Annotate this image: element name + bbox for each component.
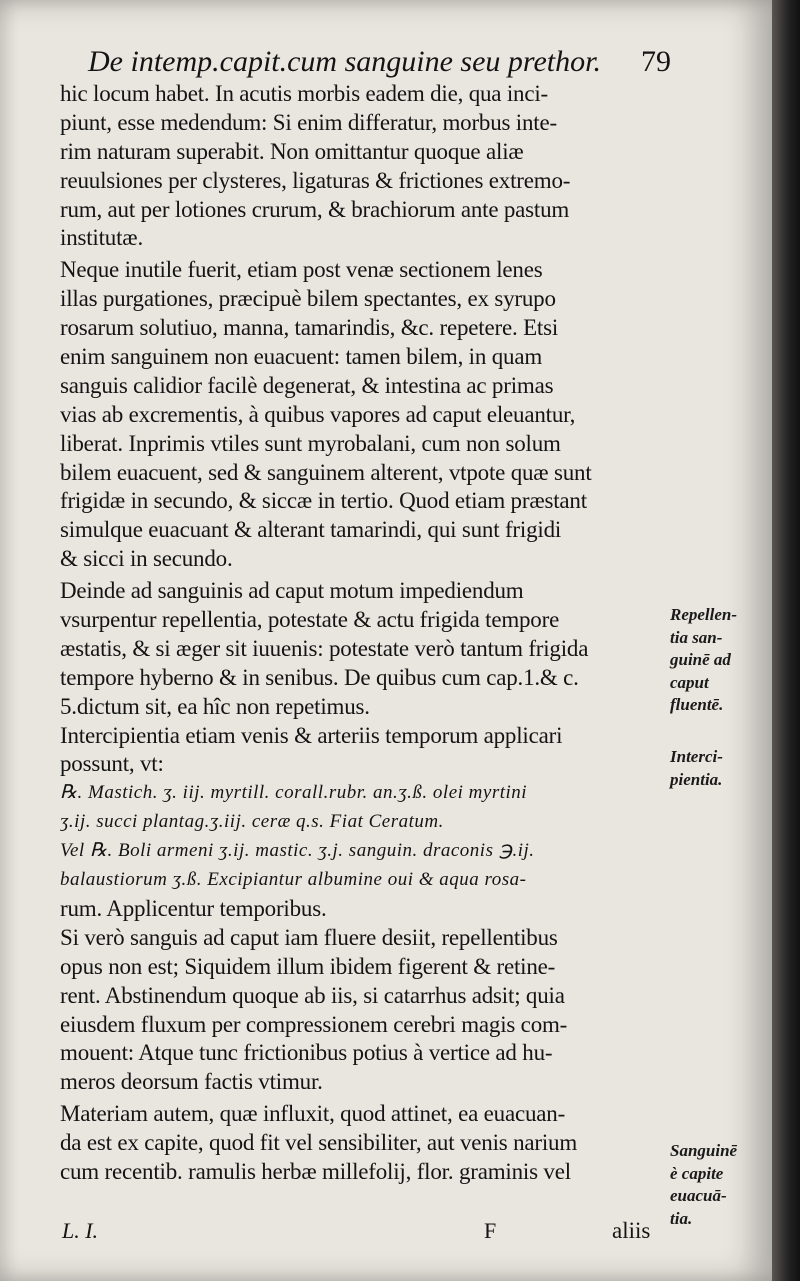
text-line: mouent: Atque tunc frictionibus potius à vertice ad hu- [60, 1040, 553, 1066]
recipe-line: ℞. Mastich. ʒ. iij. myrtill. corall.rubr. an.ʒ.ß. olei myrtini [60, 782, 528, 804]
text-line: possunt, vt: [60, 751, 164, 777]
text-line: frigidæ in secundo, & siccæ in tertio. Quod etiam præstant [60, 488, 587, 514]
text-line: rent. Abstinendum quoque ab iis, si catarrhus adsit; quia [60, 982, 565, 1008]
text-line: cum recentib. ramulis herbæ millefolij, flor. graminis vel [60, 1158, 571, 1184]
main-text-block [60, 80, 666, 1187]
text-line: Intercipientia etiam venis & arteriis temporum applicari [60, 722, 563, 748]
page-number: 79 [641, 45, 671, 78]
text-line: piunt, esse medendum: Si enim differatur, morbus inte- [60, 109, 557, 135]
text-line: eiusdem fluxum per compressionem cerebri magis com- [60, 1011, 568, 1037]
text-line: & sicci in secundo. [60, 546, 233, 572]
text-line: enim sanguinem non euacuent: tamen bilem, in quam [60, 344, 543, 370]
text-line: Neque inutile fuerit, etiam post venæ sectionem lenes [60, 257, 543, 283]
text-line: Deinde ad sanguinis ad caput motum impediendum [60, 578, 524, 604]
text-line: tempore hyberno & in senibus. De quibus cum cap.1.& c. [60, 664, 579, 690]
margin-note-intercipientia: Interci- pientia. [670, 747, 723, 789]
running-header [88, 42, 671, 82]
margin-note-repellentia: Repellen- tia san- guinē ad caput fluentē. [670, 605, 738, 714]
text-line: liberat. Inprimis vtiles sunt myrobalani, cum non solum [60, 430, 561, 456]
text-line: rim naturam superabit. Non omittantur quoque aliæ [60, 138, 524, 164]
text-line: hic locum habet. In acutis morbis eadem die, qua inci- [60, 81, 549, 106]
text-line: rosarum solutiuo, manna, tamarindis, &c. repetere. Etsi [60, 315, 559, 341]
text-line: rum, aut per lotiones crurum, & brachiorum ante pastum [60, 196, 570, 222]
signature-letter: F [484, 1218, 497, 1243]
text-line: reuulsiones per clysteres, ligaturas & frictiones extremo- [60, 167, 571, 193]
text-line: institutæ. [60, 225, 143, 251]
text-line: vias ab excrementis, à quibus vapores ad caput eleuantur, [60, 401, 576, 427]
text-line: vsurpentur repellentia, potestate & actu frigida tempore [60, 607, 560, 633]
text-line: Materiam autem, quæ influxit, quod attinet, ea euacuan- [60, 1101, 566, 1127]
text-line: meros deorsum factis vtimur. [60, 1069, 323, 1095]
text-line: da est ex capite, quod fit vel sensibiliter, aut venis narium [60, 1130, 578, 1156]
recipe-line: balaustiorum ʒ.ß. Excipiantur albumine oui & aqua rosa- [60, 869, 527, 891]
signature-mark: L. I. [62, 1218, 99, 1243]
recipe-line: ʒ.ij. succi plantag.ʒ.iij. ceræ q.s. Fiat Ceratum. [60, 811, 444, 833]
text-line: sanguis calidior facilè degenerat, & intestina ac primas [60, 372, 554, 398]
text-line: æstatis, & si æger sit iuuenis: potestate verò tantum frigida [60, 635, 589, 661]
text-line: 5.dictum sit, ea hîc non repetimus. [60, 693, 370, 719]
margin-note-sanguine-evacuantia: Sanguinē è capite euacuā- tia. [670, 1141, 738, 1228]
text-line: bilem euacuent, sed & sanguinem alterent, vtpote quæ sunt [60, 459, 592, 485]
text-line: illas purgationes, præcipuè bilem spectantes, ex syrupo [60, 286, 556, 312]
book-spine-shadow [772, 0, 800, 1281]
recipe-line: Vel ℞. Boli armeni ʒ.ij. mastic. ʒ.j. sanguin. draconis ℈.ij. [60, 840, 535, 862]
text-line: opus non est; Siquidem illum ibidem figerent & retine- [60, 953, 556, 979]
catchword: aliis [612, 1218, 651, 1243]
text-line: simulque euacuant & alterant tamarindi, qui sunt frigidi [60, 517, 562, 543]
text-line: rum. Applicentur temporibus. [60, 895, 327, 921]
running-title: De intemp.capit.cum sanguine seu prethor. [88, 45, 601, 78]
text-line: Si verò sanguis ad caput iam fluere desiit, repellentibus [60, 924, 558, 950]
